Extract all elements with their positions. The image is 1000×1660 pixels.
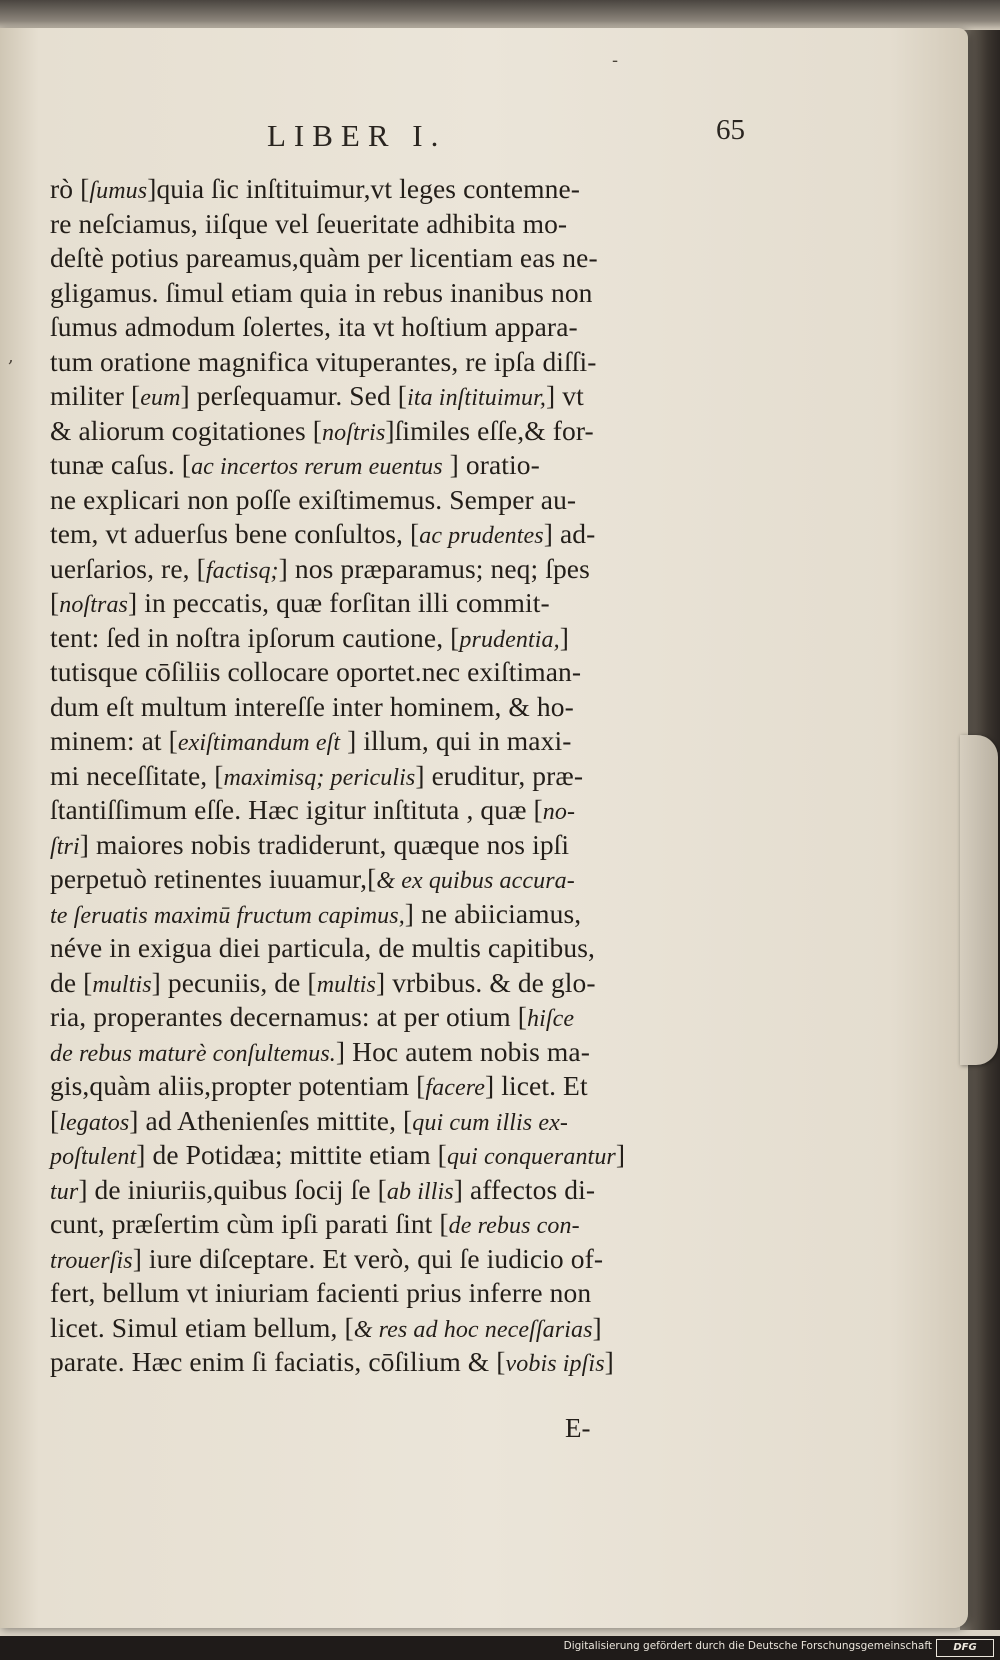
text-line	[50, 1311, 740, 1346]
text-segment: qui conquerantur	[446, 1144, 616, 1170]
catchword: E-	[565, 1413, 591, 1443]
text-segment: & res ad hoc neceſſarias	[353, 1316, 593, 1343]
text-segment: ab illis	[386, 1178, 454, 1205]
text-segment: [	[50, 1104, 60, 1136]
text-segment: factisq;	[205, 557, 279, 584]
text-segment: noſtras	[59, 592, 128, 618]
text-segment: prudentia,	[459, 626, 560, 653]
text-segment: ]	[592, 1311, 602, 1343]
text-segment: ] vrbibus. & de glo-	[375, 966, 596, 998]
text-line	[50, 793, 740, 828]
running-title: LIBER I.	[267, 118, 447, 153]
text-segment: noſtris	[322, 419, 386, 446]
text-segment: de rebus con-	[448, 1213, 580, 1239]
text-segment: ſumus	[89, 178, 148, 204]
text-line	[50, 724, 740, 759]
text-line	[50, 1242, 740, 1277]
text-line	[50, 931, 740, 966]
text-line	[50, 759, 740, 794]
text-segment: ]	[604, 1346, 614, 1377]
text-line	[50, 1276, 740, 1311]
text-segment: maximisq; periculis	[223, 764, 416, 791]
text-segment: perpetuò retinentes iuuamur,[	[50, 863, 377, 894]
text-segment: néve in exigua diei particula, de multis capitibus,	[50, 932, 596, 963]
text-line	[50, 1000, 740, 1035]
dfg-logo: DFG	[936, 1639, 994, 1657]
text-segment: ] licet. Et	[485, 1070, 588, 1101]
text-line	[50, 207, 740, 242]
text-segment: trouerſis	[50, 1247, 133, 1274]
text-segment: fert, bellum vt iniuriam facienti prius inferre non	[50, 1277, 592, 1308]
text-segment: ſtri	[50, 833, 80, 860]
text-line	[50, 690, 740, 725]
text-segment: uerſarios, re, [	[50, 552, 206, 584]
text-segment: ] vt	[546, 380, 584, 411]
text-segment: facere	[425, 1075, 486, 1101]
text-segment: ] ad-	[543, 518, 596, 549]
text-line	[50, 1069, 740, 1104]
funding-credit: Digitalisierung gefördert durch die Deutsche Forschungsgemeinschaft	[563, 1640, 932, 1652]
text-line	[50, 345, 740, 380]
text-segment: ] maiores nobis tradiderunt, quæque nos ipſi	[79, 828, 570, 860]
text-line	[50, 379, 740, 414]
text-line	[50, 828, 740, 863]
text-segment: vobis ipſis	[505, 1351, 605, 1377]
text-segment: multis	[92, 971, 152, 998]
text-line	[50, 621, 740, 656]
text-line	[50, 1173, 740, 1208]
text-line	[50, 1138, 740, 1173]
text-segment: tunæ caſus. [	[50, 449, 192, 480]
text-segment: & ex quibus accura-	[376, 868, 575, 894]
text-segment: ]	[559, 621, 570, 653]
text-segment: ] in peccatis, quæ forſitan illi commit-	[127, 587, 550, 618]
text-segment: gligamus. ſimul etiam quia in rebus inanibus non	[50, 276, 593, 308]
text-segment: minem: at [	[50, 725, 178, 756]
text-segment: de [	[50, 966, 93, 998]
text-segment: ] affectos di-	[453, 1173, 596, 1205]
text-segment: legatos	[59, 1109, 130, 1136]
text-segment: hiſce	[526, 1006, 575, 1032]
text-segment: ſtantiſſimum eſſe. Hæc igitur inſtituta , quæ [	[50, 794, 543, 825]
text-segment: gis,quàm aliis,propter potentiam [	[50, 1070, 426, 1101]
text-segment: de rebus maturè conſultemus.	[50, 1040, 336, 1067]
text-segment: qui cum illis ex-	[412, 1109, 568, 1136]
text-segment: ]	[615, 1139, 626, 1170]
text-line	[50, 172, 740, 207]
text-segment: re neſciamus, iiſque vel ſeueritate adhibita mo-	[50, 207, 568, 239]
text-segment: ac prudentes	[419, 523, 544, 549]
page-tab-marker	[960, 735, 998, 1065]
top-book-edge	[0, 0, 1000, 30]
text-segment: ] Hoc autem nobis ma-	[335, 1035, 590, 1067]
text-line	[50, 1104, 740, 1139]
page-header	[55, 114, 745, 160]
text-segment: tem, vt aduerſus bene conſultos, [	[50, 518, 420, 549]
text-segment: ria, properantes decernamus: at per otium [	[50, 1001, 527, 1032]
text-segment: ]quia ſic inſtituimur,vt leges contemne-	[147, 173, 581, 204]
text-segment: ] de Potidæa; mittite etiam [	[136, 1139, 447, 1170]
text-segment: te ſeruatis maximū fructum capimus,	[50, 902, 405, 929]
text-segment: & aliorum cogitationes [	[50, 414, 322, 446]
text-segment: rò [	[50, 173, 90, 204]
text-line	[50, 241, 740, 276]
text-segment: dum eſt multum intereſſe inter hominem, & ho-	[50, 690, 574, 722]
text-segment: ] perſequamur. Sed [	[180, 380, 408, 411]
text-segment: [	[50, 587, 60, 618]
text-segment: ] oratio-	[442, 449, 540, 480]
text-segment: deſtè potius pareamus,quàm per licentiam eas ne-	[50, 242, 598, 273]
text-segment: mi neceſſitate, [	[50, 759, 224, 791]
margin-tick: ,	[8, 346, 14, 367]
text-line	[50, 276, 740, 311]
text-segment: tutisque cōſiliis collocare oportet.nec exiſtiman-	[50, 656, 582, 687]
text-line	[50, 483, 740, 518]
text-segment: ne explicari non poſſe exiſtimemus. Semper au-	[50, 483, 577, 515]
latin-text-block	[50, 172, 740, 1380]
text-line	[50, 1345, 740, 1380]
text-line	[50, 310, 740, 345]
text-line	[50, 517, 740, 552]
text-segment: multis	[316, 971, 376, 998]
text-segment: cunt, præſertim cùm ipſi parati ſint [	[50, 1208, 449, 1239]
text-segment: ]ſimiles eſſe,& for-	[385, 414, 594, 446]
text-segment: exiſtimandum eſt	[177, 730, 341, 756]
text-line	[50, 862, 740, 897]
book-page	[0, 28, 968, 1628]
text-segment: ſumus admodum ſolertes, ita vt hoſtium appara-	[50, 311, 578, 342]
text-segment: ] ne abiiciamus,	[404, 897, 582, 929]
text-segment: ] ad Athenienſes mittite, [	[129, 1104, 413, 1136]
text-line	[50, 897, 740, 932]
text-line	[50, 414, 740, 449]
text-line	[50, 1207, 740, 1242]
text-segment: tum oratione magnifica vituperantes, re ipſa diſſi-	[50, 345, 597, 377]
digitization-footer	[0, 1636, 1000, 1660]
text-line	[50, 966, 740, 1001]
text-line	[50, 655, 740, 690]
text-segment: ] illum, qui in maxi-	[340, 725, 572, 756]
text-line	[50, 552, 740, 587]
text-segment: no-	[542, 799, 576, 825]
text-segment: ] eruditur, præ-	[415, 759, 584, 791]
text-segment: parate. Hæc enim ſi faciatis, cōſilium & [	[50, 1346, 506, 1377]
text-segment: tent: ſed in noſtra ipſorum cautione, [	[50, 621, 460, 653]
text-line	[50, 586, 740, 621]
text-segment: poſtulent	[50, 1144, 137, 1170]
text-segment: ] nos præparamus; neq; ſpes	[278, 552, 590, 584]
text-segment: ] pecuniis, de [	[151, 966, 317, 998]
text-segment: ita inſtituimur,	[407, 385, 547, 411]
page-number: 65	[716, 114, 745, 146]
text-segment: eum	[140, 385, 181, 411]
text-segment: tur	[50, 1178, 79, 1205]
text-line	[50, 1035, 740, 1070]
text-line	[50, 448, 740, 483]
text-segment: ] de iniuriis,quibus ſocij ſe [	[78, 1173, 387, 1205]
margin-tick-top: -	[612, 50, 619, 71]
text-segment: militer [	[50, 380, 141, 411]
text-segment: licet. Simul etiam bellum, [	[50, 1311, 354, 1343]
text-segment: ac incertos rerum euentus	[191, 454, 443, 480]
text-segment: ] iure diſceptare. Et verò, qui ſe iudicio of-	[132, 1242, 604, 1274]
